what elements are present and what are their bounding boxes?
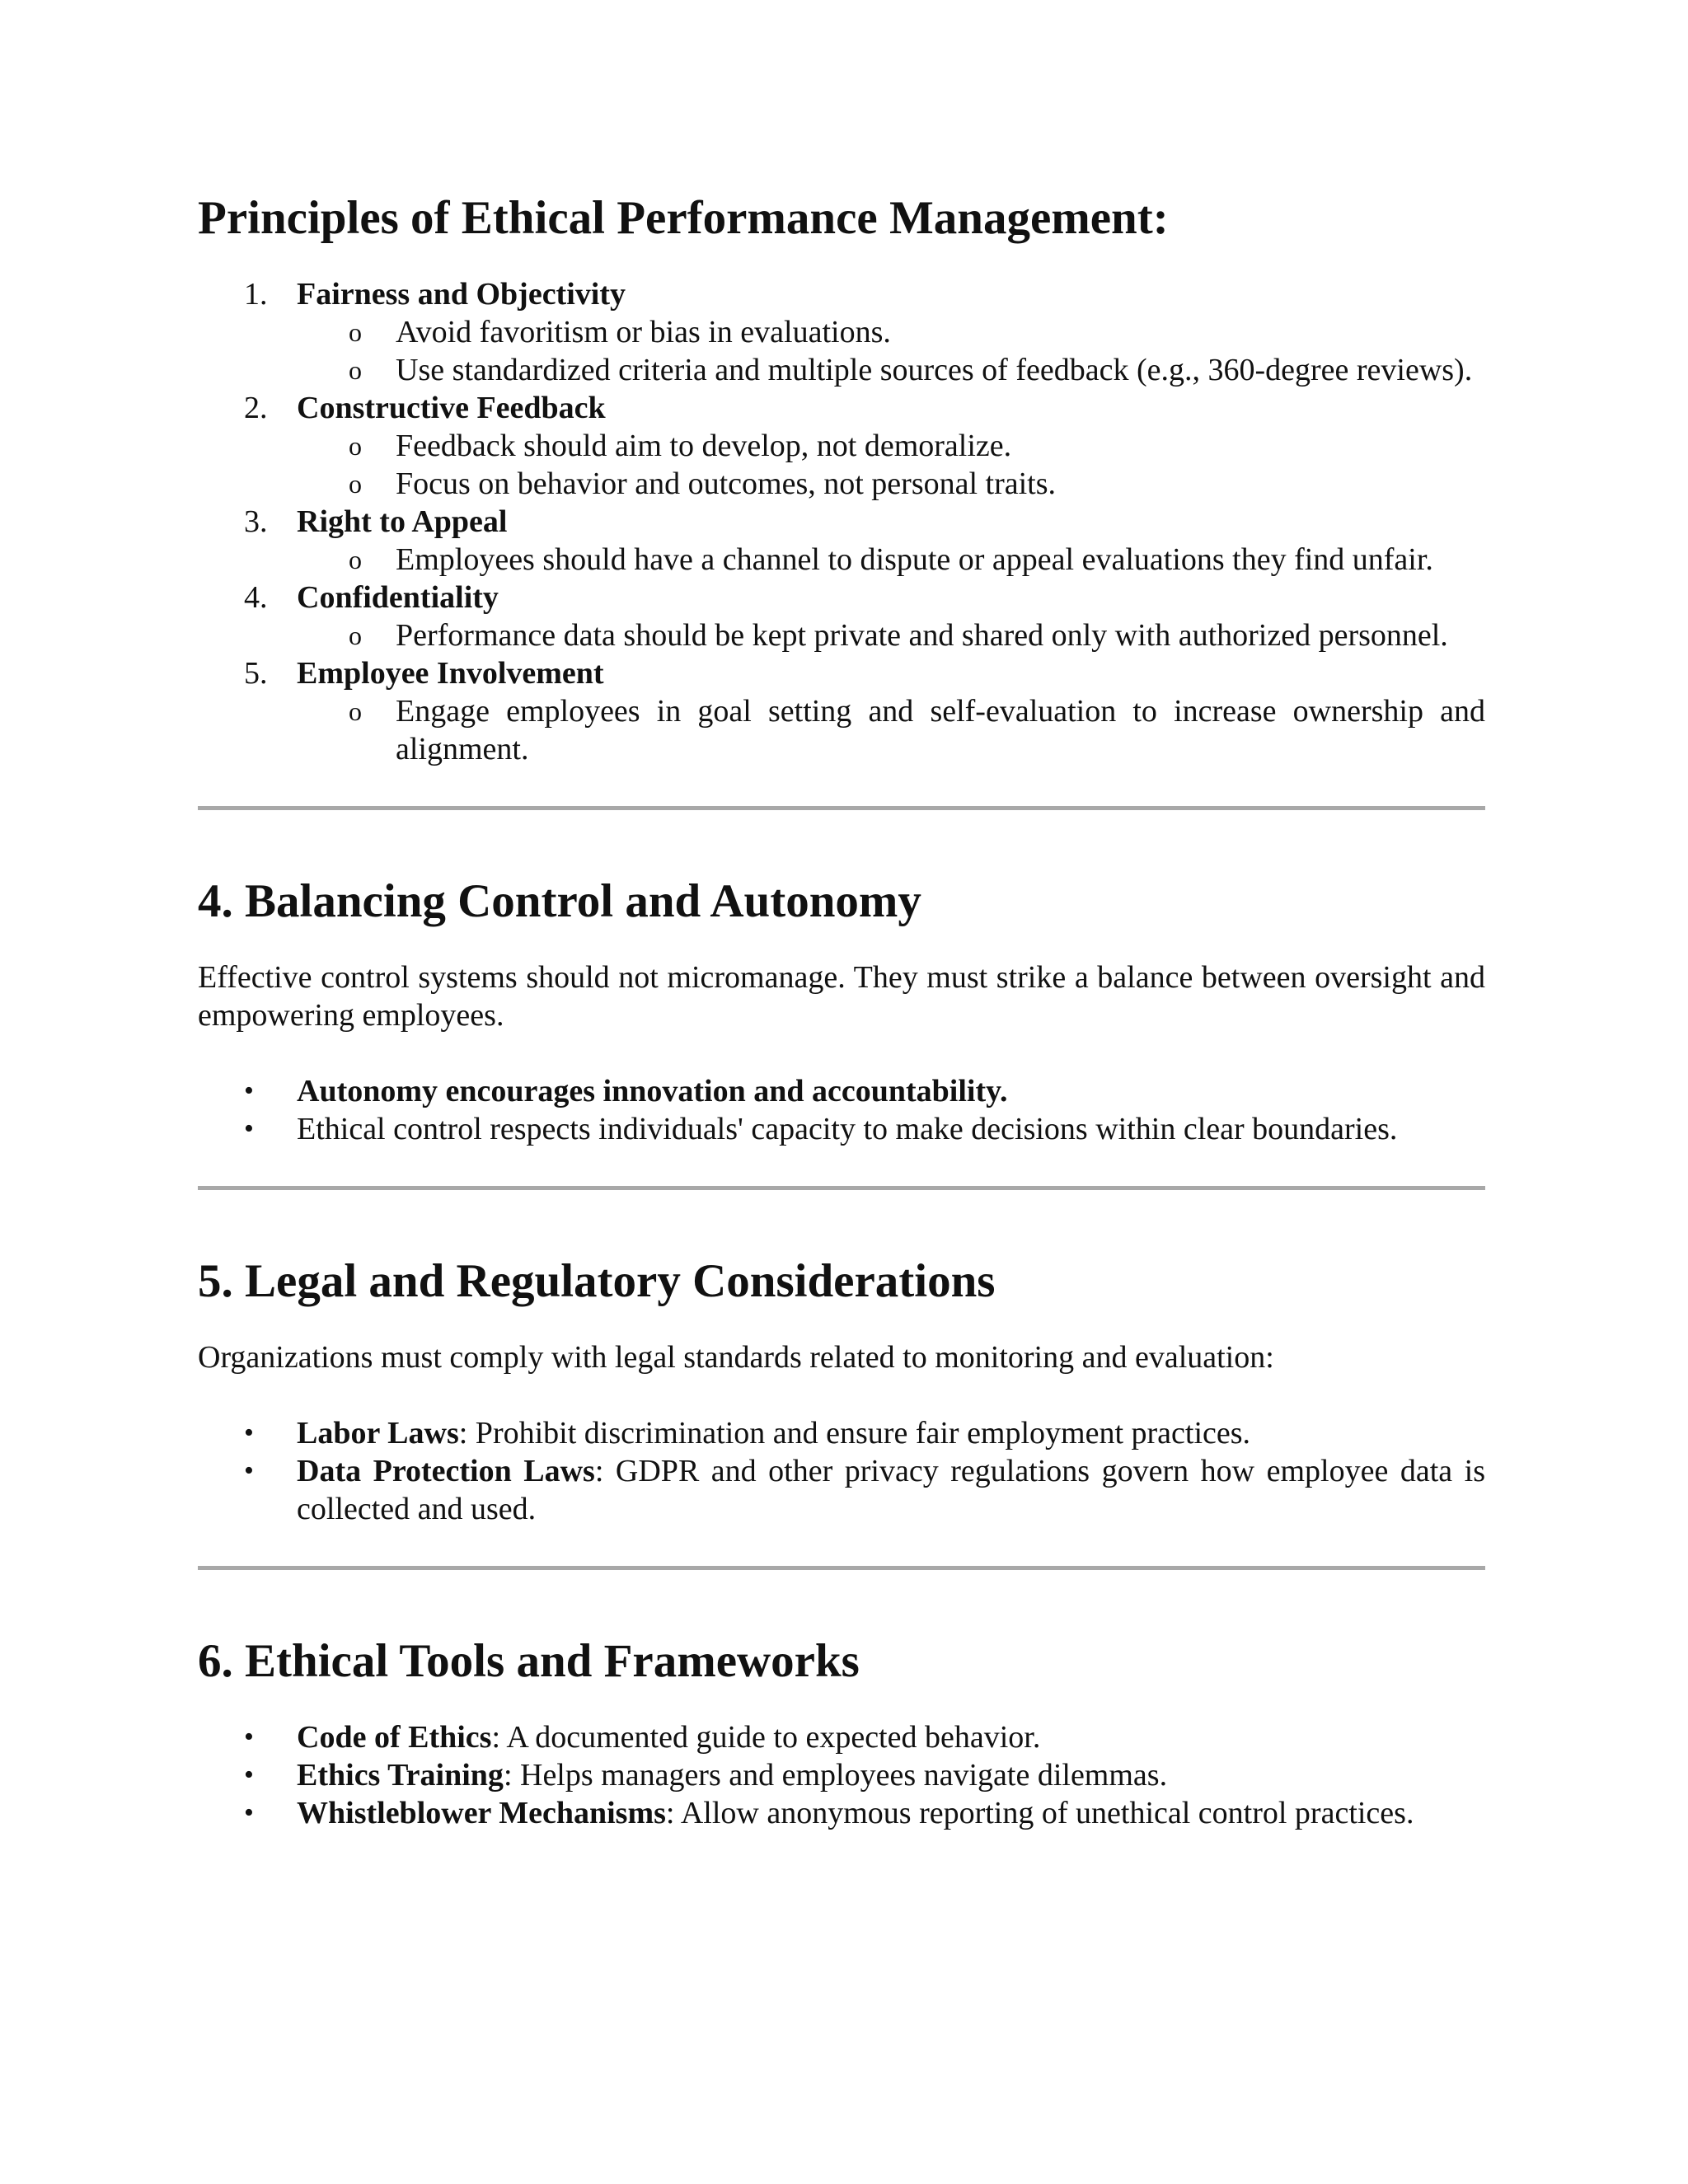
subitem-text: Performance data should be kept private and shared only with authorized personnel.: [396, 618, 1448, 653]
circle-bullet-icon: o: [349, 431, 362, 461]
bullet-text: : A documented guide to expected behavior.: [491, 1720, 1041, 1755]
list-item: [198, 1794, 1485, 1832]
circle-bullet-icon: o: [349, 317, 362, 347]
section-4-heading: 4. Balancing Control and Autonomy: [198, 875, 921, 927]
list-number: 2.: [244, 391, 268, 425]
principle-subitem: [297, 313, 1485, 351]
list-number: 4.: [244, 580, 268, 615]
section-4-paragraph: Effective control systems should not micromanage. They must strike a balance between oversight and empowering employees.: [198, 960, 1485, 1033]
document-content: [198, 192, 1485, 1832]
principle-title: Constructive Feedback: [297, 391, 606, 425]
principle-subitem: [297, 616, 1485, 654]
circle-bullet-icon: o: [349, 545, 362, 574]
principle-sublist: [297, 616, 1485, 654]
subitem-text: Focus on behavior and outcomes, not personal traits.: [396, 466, 1057, 501]
circle-bullet-icon: o: [349, 355, 362, 385]
principle-subitem: [297, 351, 1485, 389]
principle-sublist: [297, 427, 1485, 503]
principle-subitem: [297, 541, 1485, 579]
principle-sublist: [297, 313, 1485, 389]
principle-title: Right to Appeal: [297, 504, 508, 539]
bullet-icon: •: [244, 1797, 254, 1828]
list-number: 1.: [244, 277, 268, 312]
list-item: [198, 1414, 1485, 1452]
principle-title: Fairness and Objectivity: [297, 277, 626, 312]
bullet-icon: •: [244, 1455, 254, 1486]
bullet-icon: •: [244, 1418, 254, 1448]
list-item: [198, 1072, 1485, 1110]
bullet-bold-text: Whistleblower Mechanisms: [297, 1796, 666, 1830]
bullet-icon: •: [244, 1760, 254, 1790]
list-item: [198, 1452, 1485, 1528]
section-6-bullets: [198, 1718, 1485, 1832]
list-number: 3.: [244, 504, 268, 539]
bullet-text: : Prohibit discrimination and ensure fair employment practices.: [458, 1416, 1251, 1451]
principle-sublist: [297, 541, 1485, 579]
principle-item: [198, 389, 1485, 503]
principle-item: [198, 503, 1485, 579]
subitem-text: Employees should have a channel to dispute or appeal evaluations they find unfair.: [396, 542, 1433, 577]
principle-item: [198, 579, 1485, 654]
bullet-text: : Helps managers and employees navigate dilemmas.: [503, 1758, 1168, 1793]
section-5-heading: 5. Legal and Regulatory Considerations: [198, 1255, 996, 1307]
principle-item: [198, 275, 1485, 389]
bullet-text: : GDPR and other privacy regulations govern how employee data is collected and used.: [297, 1454, 1485, 1526]
principle-title: Employee Involvement: [297, 656, 604, 691]
principles-heading: Principles of Ethical Performance Management:: [198, 192, 1169, 244]
bullet-bold-text: Ethics Training: [297, 1758, 504, 1793]
list-number: 5.: [244, 656, 268, 691]
bullet-icon: •: [244, 1076, 254, 1106]
subitem-text: Avoid favoritism or bias in evaluations.: [396, 315, 891, 349]
principle-item: [198, 654, 1485, 768]
list-item: [198, 1110, 1485, 1148]
section-4-bullets: [198, 1072, 1485, 1148]
principle-subitem: [297, 427, 1485, 465]
bullet-text: Ethical control respects individuals' capacity to make decisions within clear boundaries.: [297, 1112, 1398, 1146]
bullet-icon: •: [244, 1722, 254, 1752]
section-6-heading: 6. Ethical Tools and Frameworks: [198, 1635, 860, 1687]
bullet-bold-text: Code of Ethics: [297, 1720, 492, 1755]
bullet-bold-text: Autonomy encourages innovation and accountability.: [297, 1074, 1008, 1108]
bullet-icon: •: [244, 1113, 254, 1144]
bullet-text: : Allow anonymous reporting of unethical control practices.: [665, 1796, 1414, 1830]
principles-list: [198, 275, 1485, 768]
bullet-bold-text: Labor Laws: [297, 1416, 459, 1451]
subitem-text: Engage employees in goal setting and self-evaluation to increase ownership and alignment.: [396, 694, 1485, 766]
principle-subitem: [297, 465, 1485, 503]
section-5-paragraph: Organizations must comply with legal standards related to monitoring and evaluation:: [198, 1340, 1274, 1375]
section-5-bullets: [198, 1414, 1485, 1528]
circle-bullet-icon: o: [349, 696, 362, 726]
circle-bullet-icon: o: [349, 469, 362, 499]
list-item: [198, 1756, 1485, 1794]
bullet-bold-text: Data Protection Laws: [297, 1454, 595, 1488]
principle-title: Confidentiality: [297, 580, 499, 615]
circle-bullet-icon: o: [349, 621, 362, 650]
principle-sublist: [297, 692, 1485, 768]
list-item: [198, 1718, 1485, 1756]
subitem-text: Feedback should aim to develop, not demoralize.: [396, 429, 1012, 463]
principle-subitem: [297, 692, 1485, 768]
subitem-text: Use standardized criteria and multiple sources of feedback (e.g., 360-degree reviews).: [396, 353, 1473, 387]
